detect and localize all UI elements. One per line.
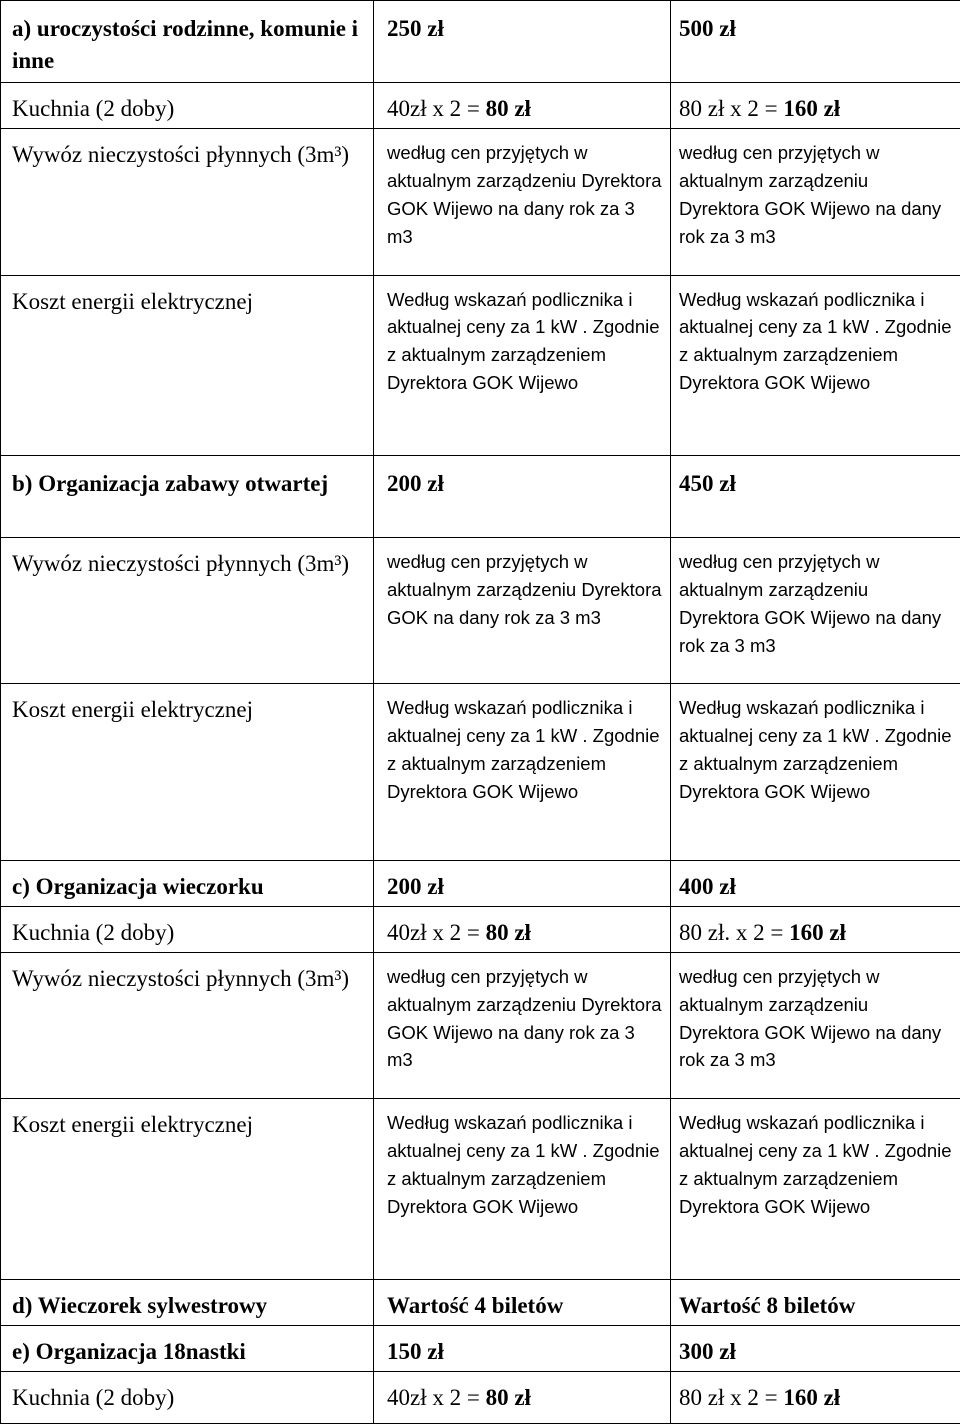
price-cell: 500 zł — [671, 1, 960, 83]
note-cell: według cen przyjętych w aktualnym zarządzeniu Dyrektora GOK Wijewo na dany rok za 3 m3 — [671, 129, 960, 275]
formula-text: 40zł x 2 = — [387, 96, 486, 122]
formula-text: 40zł x 2 = — [387, 919, 486, 945]
note-cell: według cen przyjętych w aktualnym zarządzeniu Dyrektora GOK Wijewo na dany rok za 3 m3 — [374, 952, 671, 1098]
row-label: Kuchnia (2 doby) — [1, 906, 374, 952]
note-cell: według cen przyjętych w aktualnym zarządzeniu Dyrektora GOK Wijewo na dany rok za 3 m3 — [671, 538, 960, 684]
row-label: Koszt energii elektrycznej — [1, 1099, 374, 1279]
table-row — [1, 684, 960, 860]
row-label: Kuchnia (2 doby) — [1, 1371, 374, 1423]
row-label: Wywóz nieczystości płynnych (3m³) — [1, 129, 374, 275]
note-cell: według cen przyjętych w aktualnym zarządzeniu Dyrektora GOK na dany rok za 3 m3 — [374, 538, 671, 684]
formula-total: 160 zł — [783, 96, 841, 122]
table-row — [1, 275, 960, 455]
section-label: e) Organizacja 18nastki — [1, 1325, 374, 1371]
note-cell: według cen przyjętych w aktualnym zarządzeniu Dyrektora GOK Wijewo na dany rok za 3 m3 — [671, 952, 960, 1098]
formula-total: 80 zł — [485, 1384, 531, 1410]
section-label: b) Organizacja zabawy otwartej — [1, 455, 374, 537]
price-cell — [374, 83, 671, 129]
note-cell: Według wskazań podlicznika i aktualnej ceny za 1 kW . Zgodnie z aktualnym zarządzeniem Dyrektora GOK Wijewo — [671, 684, 960, 860]
table-row — [1, 860, 960, 906]
table-row — [1, 1, 960, 83]
table-row — [1, 1279, 960, 1325]
price-cell: 300 zł — [671, 1325, 960, 1371]
note-cell: Według wskazań podlicznika i aktualnej ceny za 1 kW . Zgodnie z aktualnym zarządzeniem Dyrektora GOK Wijewo — [671, 275, 960, 455]
note-cell: Według wskazań podlicznika i aktualnej ceny za 1 kW . Zgodnie z aktualnym zarządzeniem Dyrektora GOK Wijewo — [374, 275, 671, 455]
row-label: Wywóz nieczystości płynnych (3m³) — [1, 952, 374, 1098]
section-label: d) Wieczorek sylwestrowy — [1, 1279, 374, 1325]
price-cell: 150 zł — [374, 1325, 671, 1371]
price-cell: 250 zł — [374, 1, 671, 83]
price-cell: Wartość 8 biletów — [671, 1279, 960, 1325]
table-row — [1, 1325, 960, 1371]
price-cell: Wartość 4 biletów — [374, 1279, 671, 1325]
section-label: c) Organizacja wieczorku — [1, 860, 374, 906]
row-label: Koszt energii elektrycznej — [1, 275, 374, 455]
formula-total: 80 zł — [485, 96, 531, 122]
formula-total: 80 zł — [485, 919, 531, 945]
price-cell: 200 zł — [374, 860, 671, 906]
formula-text: 80 zł x 2 = — [679, 96, 784, 122]
formula-text: 40zł x 2 = — [387, 1384, 486, 1410]
table-row — [1, 1099, 960, 1279]
table-row — [1, 952, 960, 1098]
formula-total: 160 zł — [783, 1384, 841, 1410]
table-row — [1, 129, 960, 275]
price-cell — [671, 83, 960, 129]
table-row — [1, 906, 960, 952]
formula-text: 80 zł. x 2 = — [679, 919, 790, 945]
row-label: Kuchnia (2 doby) — [1, 83, 374, 129]
price-cell: 400 zł — [671, 860, 960, 906]
price-cell — [671, 1371, 960, 1423]
price-cell — [374, 906, 671, 952]
formula-total: 160 zł — [789, 919, 846, 945]
row-label: Wywóz nieczystości płynnych (3m³) — [1, 538, 374, 684]
note-cell: Według wskazań podlicznika i aktualnej ceny za 1 kW . Zgodnie z aktualnym zarządzeniem Dyrektora GOK Wijewo — [374, 684, 671, 860]
row-label: Koszt energii elektrycznej — [1, 684, 374, 860]
price-cell — [671, 906, 960, 952]
note-cell: według cen przyjętych w aktualnym zarządzeniu Dyrektora GOK Wijewo na dany rok za 3 m3 — [374, 129, 671, 275]
table-row — [1, 1371, 960, 1423]
table-row — [1, 455, 960, 537]
price-cell: 200 zł — [374, 455, 671, 537]
formula-text: 80 zł x 2 = — [679, 1384, 784, 1410]
section-label: a) uroczystości rodzinne, komunie i inne — [1, 1, 374, 83]
table-row — [1, 83, 960, 129]
note-cell: Według wskazań podlicznika i aktualnej ceny za 1 kW . Zgodnie z aktualnym zarządzeniem Dyrektora GOK Wijewo — [671, 1099, 960, 1279]
price-cell: 450 zł — [671, 455, 960, 537]
table-row — [1, 538, 960, 684]
note-cell: Według wskazań podlicznika i aktualnej ceny za 1 kW . Zgodnie z aktualnym zarządzeniem Dyrektora GOK Wijewo — [374, 1099, 671, 1279]
price-cell — [374, 1371, 671, 1423]
